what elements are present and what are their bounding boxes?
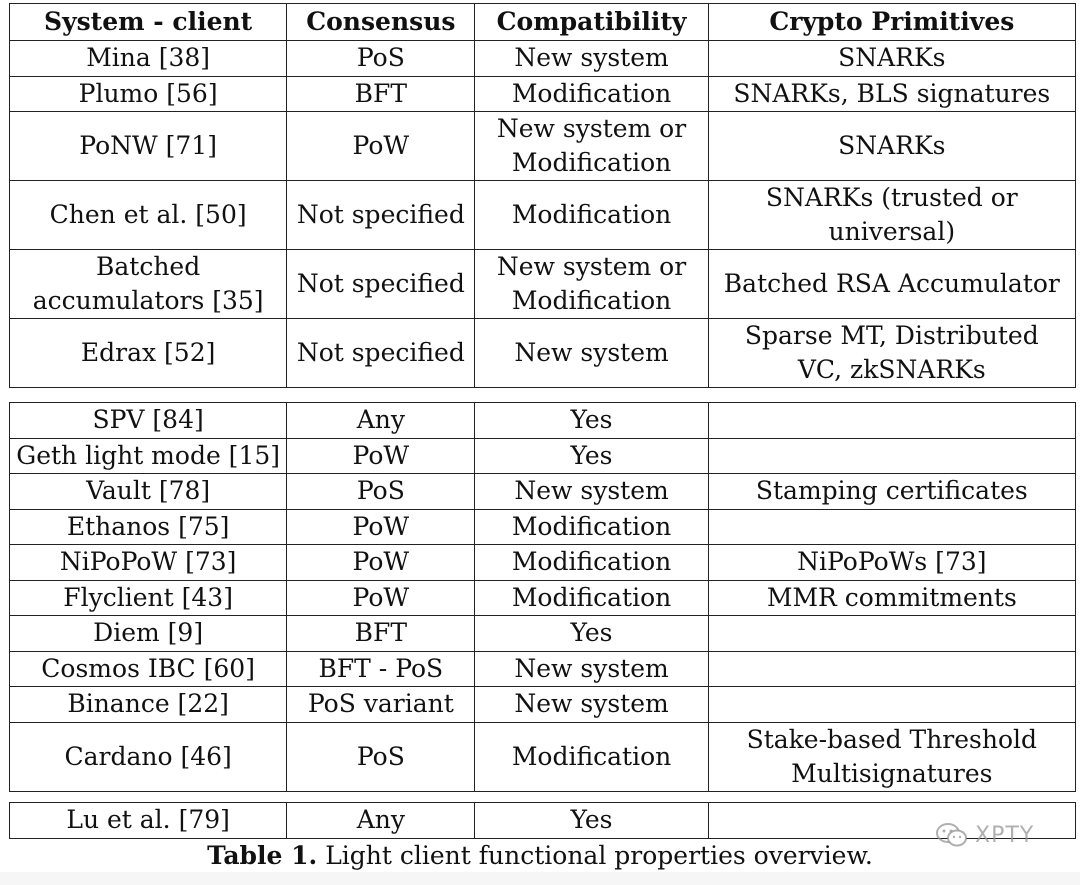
cell-compatibility: Modification (475, 509, 708, 545)
cell-consensus: Not specified (287, 250, 475, 319)
cell-line: Sparse MT, Distributed (744, 321, 1039, 350)
table-row (10, 181, 1076, 250)
cell-system: Chen et al. [50] (10, 181, 287, 250)
cell-crypto (708, 181, 1075, 250)
table-row (10, 651, 1076, 687)
table-row (10, 76, 1076, 112)
cell-crypto: NiPoPoWs [73] (708, 545, 1075, 581)
cell-system: Vault [78] (10, 474, 287, 510)
cell-consensus: BFT (287, 76, 475, 112)
cell-system: NiPoPoW [73] (10, 545, 287, 581)
cell-crypto (708, 616, 1075, 652)
cell-compatibility: Modification (475, 722, 708, 791)
cell-system: Plumo [56] (10, 76, 287, 112)
cell-compatibility: Modification (475, 580, 708, 616)
table-row (10, 403, 1076, 439)
cell-line: universal) (828, 217, 956, 246)
cell-line: Multisignatures (791, 758, 993, 788)
cell-crypto: MMR commitments (708, 580, 1075, 616)
cell-compatibility: Yes (475, 438, 708, 474)
cell-system: Lu et al. [79] (10, 803, 287, 839)
cell-compatibility: New system (475, 687, 708, 723)
cell-crypto: Batched RSA Accumulator (708, 250, 1075, 319)
cell-consensus: BFT (287, 616, 475, 652)
table-row (10, 616, 1076, 652)
caption-text: Light client functional properties overview. (325, 841, 873, 870)
cell-compatibility (475, 112, 708, 181)
table-group-3 (9, 802, 1076, 839)
table-row (10, 438, 1076, 474)
cell-compatibility: Modification (475, 76, 708, 112)
cell-system: PoNW [71] (10, 112, 287, 181)
table-caption (0, 840, 1080, 872)
cell-crypto (708, 438, 1075, 474)
cell-line: Modification (511, 286, 672, 315)
cell-system: SPV [84] (10, 403, 287, 439)
cell-line: SNARKs (trusted or (765, 183, 1018, 212)
cell-system: Binance [22] (10, 687, 287, 723)
cell-consensus: PoS variant (287, 687, 475, 723)
cell-crypto: SNARKs (708, 112, 1075, 181)
table-row (10, 41, 1076, 77)
cell-line: accumulators [35] (32, 286, 264, 315)
wechat-icon (935, 822, 969, 848)
cell-system: Flyclient [43] (10, 580, 287, 616)
table-row (10, 250, 1076, 319)
watermark-text: XPTY (975, 822, 1035, 848)
cell-compatibility: New system (475, 651, 708, 687)
cell-consensus: BFT - PoS (287, 651, 475, 687)
cell-consensus: PoS (287, 474, 475, 510)
cell-compatibility: Yes (475, 403, 708, 439)
cell-crypto (708, 687, 1075, 723)
cell-compatibility: New system (475, 474, 708, 510)
table-row (10, 509, 1076, 545)
table-row (10, 687, 1076, 723)
cell-crypto (708, 509, 1075, 545)
cell-system: Diem [9] (10, 616, 287, 652)
cell-consensus: PoW (287, 509, 475, 545)
table-group-1 (9, 3, 1076, 388)
cell-system: Edrax [52] (10, 319, 287, 388)
cell-system: Mina [38] (10, 41, 287, 77)
table-header-row (10, 4, 1076, 41)
cell-system: Geth light mode [15] (10, 438, 287, 474)
bottom-strip (0, 872, 1080, 885)
cell-line: Stake-based Threshold (746, 724, 1038, 754)
cell-compatibility: New system (475, 41, 708, 77)
table-row (10, 722, 1076, 791)
cell-compatibility: Yes (475, 803, 708, 839)
table-row (10, 545, 1076, 581)
table-row (10, 319, 1076, 388)
cell-system: Cosmos IBC [60] (10, 651, 287, 687)
cell-crypto: Stamping certificates (708, 474, 1075, 510)
cell-line: Modification (511, 148, 672, 177)
table-row (10, 580, 1076, 616)
cell-system: Ethanos [75] (10, 509, 287, 545)
cell-consensus: PoS (287, 722, 475, 791)
cell-compatibility: Yes (475, 616, 708, 652)
cell-compatibility: New system (475, 319, 708, 388)
cell-line: New system or (496, 114, 687, 143)
cell-consensus: Not specified (287, 181, 475, 250)
cell-crypto (708, 651, 1075, 687)
cell-crypto: SNARKs, BLS signatures (708, 76, 1075, 112)
cell-consensus: Any (287, 803, 475, 839)
cell-compatibility (475, 250, 708, 319)
header-crypto-primitives: Crypto Primitives (708, 4, 1075, 41)
cell-system: Cardano [46] (10, 722, 287, 791)
cell-consensus: PoW (287, 545, 475, 581)
cell-crypto (708, 403, 1075, 439)
header-compatibility: Compatibility (475, 4, 708, 41)
cell-system (10, 250, 287, 319)
cell-consensus: PoS (287, 41, 475, 77)
cell-consensus: PoW (287, 580, 475, 616)
table-row (10, 803, 1076, 839)
cell-crypto (708, 722, 1075, 791)
cell-line: VC, zkSNARKs (797, 355, 986, 384)
cell-consensus: PoW (287, 438, 475, 474)
caption-label: Table 1. (207, 841, 318, 870)
cell-line: Batched (96, 252, 201, 281)
cell-consensus: Not specified (287, 319, 475, 388)
watermark (935, 822, 1034, 848)
cell-line: New system or (496, 252, 687, 281)
cell-consensus: PoW (287, 112, 475, 181)
header-system-client: System - client (10, 4, 287, 41)
cell-compatibility: Modification (475, 181, 708, 250)
cell-crypto: SNARKs (708, 41, 1075, 77)
cell-crypto (708, 319, 1075, 388)
header-consensus: Consensus (287, 4, 475, 41)
table-row (10, 474, 1076, 510)
table-row (10, 112, 1076, 181)
table-group-2 (9, 402, 1076, 792)
cell-compatibility: Modification (475, 545, 708, 581)
cell-consensus: Any (287, 403, 475, 439)
